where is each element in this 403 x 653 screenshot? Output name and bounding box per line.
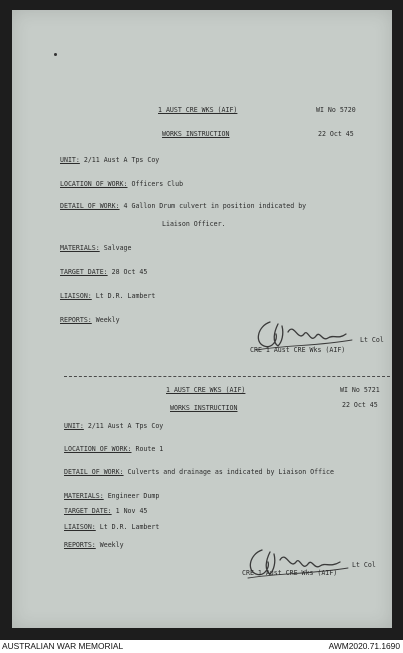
wi-number-1: WI No 5720 [316,106,356,114]
reports-row-2: REPORTS: Weekly [64,541,124,549]
target-row-1: TARGET DATE: 28 Oct 45 [60,268,148,276]
unit-header-1: 1 AUST CRE WKS (AIF) [158,106,238,114]
archive-footer [0,640,403,653]
punch-hole [54,53,57,56]
target-row-2: TARGET DATE: 1 Nov 45 [64,507,148,515]
location-row-2: LOCATION OF WORK: Route 1 [64,445,164,453]
date-1: 22 Oct 45 [318,130,354,138]
liaison-row-1: LIAISON: Lt D.R. Lambert [60,292,156,300]
location-row-1: LOCATION OF WORK: Officers Club [60,180,184,188]
signature-block-2: CRE 1 Aust CRE Wks (AIF) [242,569,338,577]
materials-row-2: MATERIALS: Engineer Dump [64,492,160,500]
detail-row-1-cont: Liaison Officer. [162,220,226,228]
rank-1: Lt Col [360,336,384,344]
detail-row-1: DETAIL OF WORK: 4 Gallon Drum culvert in position indicated by [60,202,307,210]
reports-row-1: REPORTS: Weekly [60,316,120,324]
unit-row-1: UNIT: 2/11 Aust A Tps Coy [60,156,160,164]
unit-row-2: UNIT: 2/11 Aust A Tps Coy [64,422,164,430]
liaison-row-2: LIAISON: Lt D.R. Lambert [64,523,160,531]
signature-block-1: CRE 1 Aust CRE Wks (AIF) [250,346,346,354]
footer-institution: AUSTRALIAN WAR MEMORIAL [2,641,124,651]
footer-accession-number: AWM2020.71.1690 [328,641,400,651]
materials-row-1: MATERIALS: Salvage [60,244,132,252]
title-1: WORKS INSTRUCTION [162,130,230,138]
title-2: WORKS INSTRUCTION [170,404,238,412]
date-2: 22 Oct 45 [342,401,378,409]
dashed-divider [64,376,390,377]
unit-header-2: 1 AUST CRE WKS (AIF) [166,386,246,394]
document-paper [12,10,392,628]
rank-2: Lt Col [352,561,376,569]
wi-number-2: WI No 5721 [340,386,380,394]
detail-row-2: DETAIL OF WORK: Culverts and drainage as indicated by Liaison Office [64,468,334,476]
